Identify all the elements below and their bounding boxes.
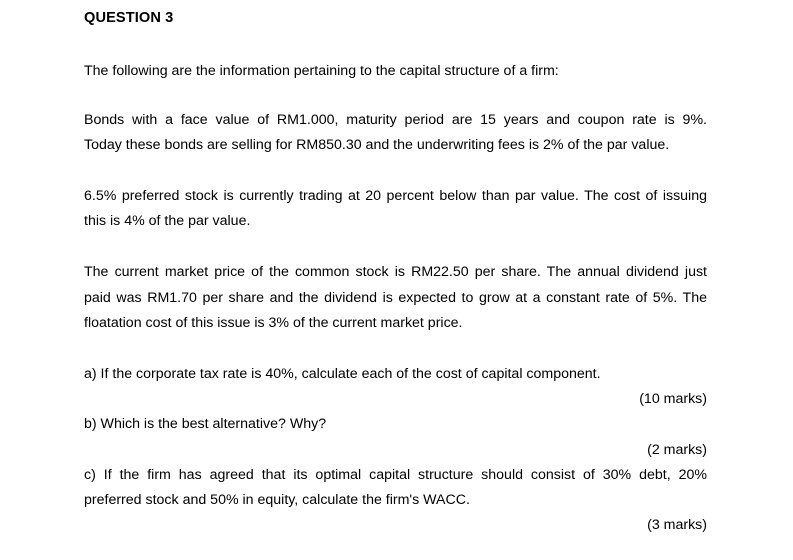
question-c-marks: (3 marks) bbox=[647, 517, 707, 533]
common-line-1: The current market price of the common stock is RM22.50 per share. The annual dividend just bbox=[84, 264, 707, 280]
question-b-marks: (2 marks) bbox=[647, 442, 707, 458]
question-a-text: a) If the corporate tax rate is 40%, calculate each of the cost of capital component. bbox=[84, 366, 601, 382]
bonds-line-1: Bonds with a face value of RM1.000, maturity period are 15 years and coupon rate is 9%. bbox=[84, 112, 707, 128]
common-line-2: paid was RM1.70 per share and the dividend is expected to grow at a constant rate of 5%. The bbox=[84, 290, 707, 306]
intro-text: The following are the information pertaining to the capital structure of a firm: bbox=[84, 63, 559, 79]
preferred-line-2: this is 4% of the par value. bbox=[84, 213, 251, 229]
common-line-3: floatation cost of this issue is 3% of the current market price. bbox=[84, 315, 463, 331]
question-heading: QUESTION 3 bbox=[84, 10, 174, 26]
bonds-line-2: Today these bonds are selling for RM850.30 and the underwriting fees is 2% of the par value. bbox=[84, 137, 670, 153]
question-c-line-1: c) If the firm has agreed that its optimal capital structure should consist of 30% debt, 20% bbox=[84, 467, 707, 483]
question-c-line-2: preferred stock and 50% in equity, calculate the firm's WACC. bbox=[84, 492, 470, 508]
question-a-marks: (10 marks) bbox=[639, 391, 707, 407]
question-b-text: b) Which is the best alternative? Why? bbox=[84, 416, 327, 432]
preferred-line-1: 6.5% preferred stock is currently trading at 20 percent below than par value. The cost of issuing bbox=[84, 188, 707, 204]
